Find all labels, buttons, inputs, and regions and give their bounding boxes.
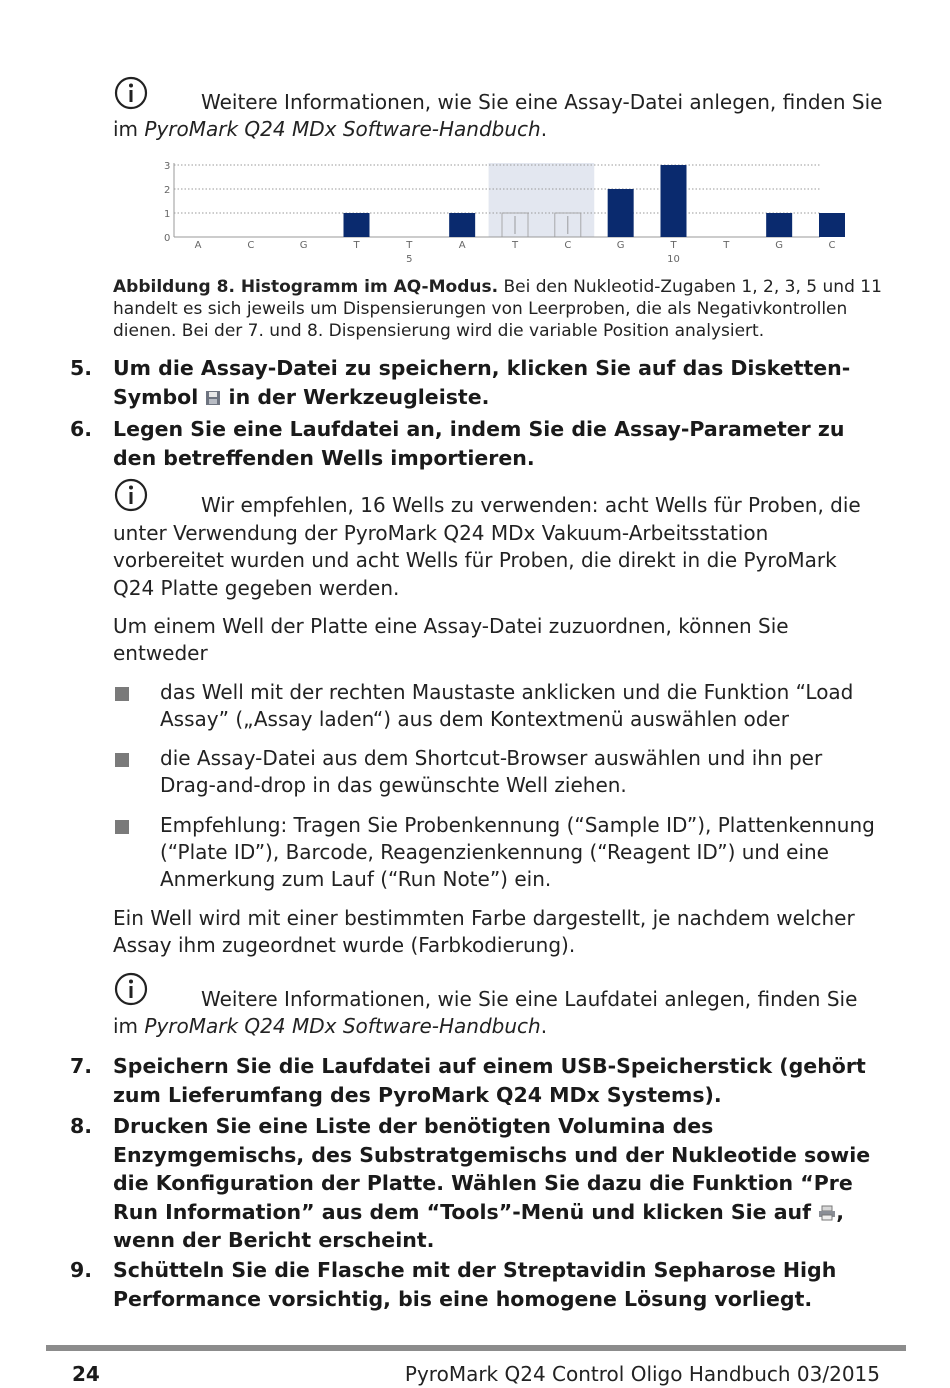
- step-7: [70, 1052, 890, 1112]
- step-number: 6.: [70, 417, 93, 441]
- floppy-disk-icon: [205, 390, 221, 406]
- bullet-square-icon: [115, 820, 129, 834]
- printer-icon: [818, 1205, 836, 1221]
- step-text: Legen Sie eine Laufdatei an, indem Sie die Assay-Parameter zu den betreffenden Wells importieren.: [113, 417, 845, 470]
- position-label: 10: [667, 254, 680, 265]
- step-text: Drucken Sie eine Liste der benötigten Volumina des Enzymgemischs, des Substratgemischs und der Nukleotide sowie die Konfiguration der Platte. Wählen Sie dazu die Funktion “Pre Run Information” aus dem “Tools”-Menü und klicken Sie auf , wenn der Bericht erscheint.: [113, 1114, 871, 1252]
- paragraph-color-coding: Ein Well wird mit einer bestimmten Farbe dargestellt, je nachdem welcher Assay ihm zugeordnet wurde (Farbkodierung).: [113, 906, 855, 957]
- x-tick-label: C: [247, 240, 255, 251]
- x-tick-label: T: [670, 240, 677, 251]
- figure-caption: Abbildung 8. Histogramm im AQ-Modus. Bei den Nukleotid-Zugaben 1, 2, 3, 5 und 11 handelt es sich jeweils um Dispensierungen von Leerproben, die als Negativkontrollen dienen. Bei der 7. und 8. Dispensierung wird die variable Position analysiert.: [113, 277, 882, 341]
- step-number: 8.: [70, 1114, 93, 1138]
- step-number: 9.: [70, 1258, 93, 1282]
- step-8: [70, 1112, 890, 1257]
- bar: [608, 189, 634, 237]
- x-tick-label: G: [775, 240, 784, 251]
- step-text: Speichern Sie die Laufdatei auf einem USB-Speicherstick (gehört zum Lieferumfang des PyroMark Q24 MDx Systems).: [113, 1054, 866, 1107]
- x-tick-label: T: [723, 240, 730, 251]
- step-text: Schütteln Sie die Flasche mit der Streptavidin Sepharose High Performance vorsichtig, bis eine homogene Lösung vorliegt.: [113, 1258, 837, 1311]
- x-tick-label: C: [564, 240, 572, 251]
- step-9: [70, 1256, 890, 1316]
- x-tick-label: T: [353, 240, 360, 251]
- bar: [449, 213, 475, 237]
- step-5: [70, 354, 890, 414]
- bar: [661, 165, 687, 237]
- footer-title: PyroMark Q24 Control Oligo Handbuch 03/2015: [404, 1362, 880, 1386]
- x-tick-label: T: [406, 240, 413, 251]
- x-tick-label: G: [299, 240, 308, 251]
- note-run: Weitere Informationen, wie Sie eine Laufdatei anlegen, finden Sie im PyroMark Q24 MDx Software-Handbuch.: [113, 987, 858, 1038]
- step-number: 7.: [70, 1054, 93, 1078]
- bar: [819, 213, 845, 237]
- histogram-chart: [160, 158, 836, 270]
- y-tick-label: 2: [164, 185, 171, 196]
- x-tick-label: G: [616, 240, 625, 251]
- bar: [344, 213, 370, 237]
- x-tick-label: C: [828, 240, 836, 251]
- footer-rule: [46, 1345, 906, 1351]
- highlight-band: [489, 163, 595, 237]
- step-number: 5.: [70, 356, 93, 380]
- bar: [766, 213, 792, 237]
- x-tick-label: A: [458, 240, 466, 251]
- x-tick-label: A: [194, 240, 202, 251]
- x-tick-label: T: [511, 240, 519, 251]
- note-assay: Weitere Informationen, wie Sie eine Assay-Datei anlegen, finden Sie im PyroMark Q24 MDx Software-Handbuch.: [113, 90, 883, 141]
- note-wells: Wir empfehlen, 16 Wells zu verwenden: acht Wells für Proben, die unter Verwendung der PyroMark Q24 MDx Vakuum-Arbeitsstation vorbereitet wurden und acht Wells für Proben, die direkt in die PyroMark Q24 Platte gegeben werden.: [113, 493, 861, 600]
- y-tick-label: 0: [164, 233, 171, 244]
- bullet-square-icon: [115, 753, 129, 767]
- bullet-square-icon: [115, 687, 129, 701]
- step-6: [70, 415, 890, 475]
- paragraph-assign-intro: Um einem Well der Platte eine Assay-Datei zuzuordnen, können Sie entweder: [113, 614, 789, 665]
- position-label: 5: [406, 254, 413, 265]
- y-tick-label: 3: [164, 161, 171, 172]
- y-tick-label: 1: [164, 209, 171, 220]
- page-number: 24: [72, 1362, 100, 1386]
- step-text: Um die Assay-Datei zu speichern, klicken Sie auf das Disketten-Symbol in der Werkzeugleiste.: [113, 356, 851, 409]
